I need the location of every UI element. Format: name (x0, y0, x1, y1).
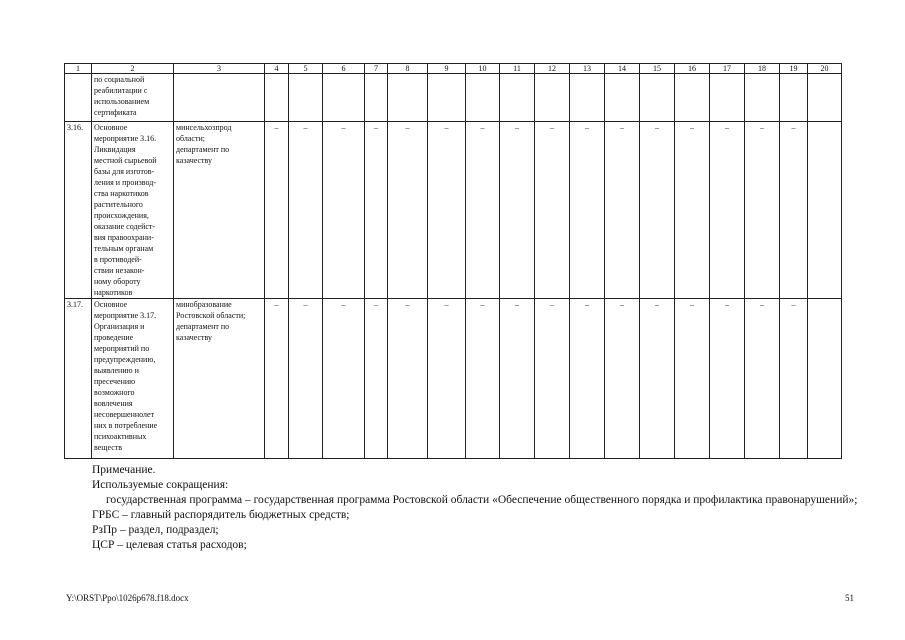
column-header: 9 (428, 64, 466, 74)
activity-name-cell (92, 299, 174, 459)
value-cell-text: – (655, 300, 659, 309)
column-header: 1 (65, 64, 92, 74)
column-header: 3 (174, 64, 265, 74)
column-header: 13 (570, 64, 605, 74)
value-cell (466, 299, 500, 459)
row-number-cell (65, 74, 92, 122)
value-cell-text: – (374, 123, 378, 132)
value-cell-text: – (585, 300, 589, 309)
column-header: 11 (500, 64, 535, 74)
value-cell (780, 74, 808, 122)
header-row (65, 64, 842, 74)
note-line: ЦСР – целевая статья расходов; (92, 539, 247, 551)
column-header: 7 (365, 64, 388, 74)
value-cell (570, 74, 605, 122)
value-cell (808, 74, 842, 122)
row-number-cell (65, 122, 92, 299)
page-number: 51 (845, 593, 854, 603)
value-cell-text: – (303, 123, 308, 132)
value-cell-text: – (791, 300, 796, 309)
value-cell (428, 74, 466, 122)
value-cell-text: – (444, 300, 449, 309)
value-cell (466, 74, 500, 122)
column-header: 5 (289, 64, 323, 74)
value-cell-text: – (405, 300, 410, 309)
executor-cell (174, 299, 265, 459)
value-cell (640, 74, 675, 122)
value-cell-text: – (515, 300, 519, 309)
value-cell (500, 122, 535, 299)
note-line: ГРБС – главный распорядитель бюджетных средств; (92, 509, 350, 521)
notes-section (92, 463, 858, 553)
footer-file-path: Y:\ORST\Ppo\1026p678.f18.docx (66, 593, 189, 603)
value-cell-text: – (550, 123, 554, 132)
value-cell (535, 74, 570, 122)
column-header: 12 (535, 64, 570, 74)
value-cell (745, 122, 780, 299)
value-cell (570, 299, 605, 459)
executor-cell (174, 122, 265, 299)
executor-cell (174, 74, 265, 122)
value-cell-text: – (725, 123, 729, 132)
column-header: 20 (808, 64, 842, 74)
value-cell (388, 299, 428, 459)
value-cell-text: – (760, 123, 764, 132)
value-cell (365, 299, 388, 459)
value-cell (675, 122, 710, 299)
value-cell (265, 299, 289, 459)
value-cell-text: – (585, 123, 589, 132)
value-cell (535, 299, 570, 459)
column-header: 19 (780, 64, 808, 74)
value-cell-text: – (725, 300, 729, 309)
value-cell-text: – (480, 300, 485, 309)
value-cell-text: – (274, 300, 279, 309)
value-cell-text: – (303, 300, 308, 309)
activity-name-cell-text: Основное мероприятие 3.16. Ликвидация местной сырьевой базы для изготов- ления и производ- ства наркотиков растительного происхождения, оказание содейст- вия правоохрани- тельным органам в противодей- ствии незакон- ному обороту наркотиков (94, 123, 157, 297)
column-header: 17 (710, 64, 745, 74)
row-number-cell-text: 3.17. (67, 300, 83, 309)
value-cell (710, 74, 745, 122)
value-cell-text: – (690, 123, 694, 132)
activity-name-cell-text: по социальной реабилитации с использованием сертификата (94, 75, 150, 117)
value-cell (289, 299, 323, 459)
value-cell (500, 299, 535, 459)
value-cell (605, 299, 640, 459)
value-cell (710, 299, 745, 459)
value-cell (428, 122, 466, 299)
row-number-cell-text: 3.16. (67, 123, 83, 132)
value-cell (710, 122, 745, 299)
value-cell-text: – (655, 123, 659, 132)
column-header: 8 (388, 64, 428, 74)
note-line: государственная программа – государственная программа Ростовской области «Обеспечение общественного порядка и профилактика правонарушений»; (106, 494, 858, 506)
value-cell (265, 122, 289, 299)
value-cell-text: – (690, 300, 694, 309)
value-cell (640, 299, 675, 459)
activity-name-cell (92, 122, 174, 299)
value-cell (428, 299, 466, 459)
value-cell-text: – (374, 300, 378, 309)
column-header: 16 (675, 64, 710, 74)
value-cell-text: – (444, 123, 449, 132)
value-cell (388, 74, 428, 122)
value-cell-text: – (341, 300, 346, 309)
value-cell (570, 122, 605, 299)
value-cell-text: – (620, 300, 624, 309)
column-header: 10 (466, 64, 500, 74)
value-cell-text: – (760, 300, 764, 309)
table-row (65, 74, 842, 122)
value-cell-text: – (515, 123, 519, 132)
notes-subtitle: Используемые сокращения: (92, 479, 229, 491)
value-cell-text: – (791, 123, 796, 132)
value-cell (535, 122, 570, 299)
value-cell (265, 74, 289, 122)
value-cell-text: – (341, 123, 346, 132)
value-cell (466, 122, 500, 299)
value-cell (365, 122, 388, 299)
value-cell (323, 299, 365, 459)
value-cell (675, 74, 710, 122)
notes-title: Примечание. (92, 464, 156, 476)
table-row (65, 299, 842, 459)
value-cell (675, 299, 710, 459)
activity-name-cell-text: Основное мероприятие 3.17. Организация и проведение мероприятий по предупреждению, выявлению и пресечению возможного вовлечения несовершеннолет них в потребление психоактивных веществ (94, 300, 158, 452)
value-cell (780, 299, 808, 459)
executor-cell-text: минсельхозпрод области; департамент по казачеству (176, 123, 232, 165)
column-header: 2 (92, 64, 174, 74)
column-header: 14 (605, 64, 640, 74)
value-cell (388, 122, 428, 299)
value-cell (745, 299, 780, 459)
program-table (64, 63, 842, 459)
value-cell (808, 299, 842, 459)
value-cell (808, 122, 842, 299)
executor-cell-text: минобразование Ростовской области; департамент по казачеству (176, 300, 246, 342)
value-cell (323, 74, 365, 122)
activity-name-cell (92, 74, 174, 122)
value-cell (605, 122, 640, 299)
table-row (65, 122, 842, 299)
value-cell (500, 74, 535, 122)
value-cell (640, 122, 675, 299)
column-header: 4 (265, 64, 289, 74)
row-number-cell (65, 299, 92, 459)
value-cell (365, 74, 388, 122)
value-cell-text: – (405, 123, 410, 132)
value-cell (289, 122, 323, 299)
value-cell (323, 122, 365, 299)
value-cell-text: – (274, 123, 279, 132)
note-line: РзПр – раздел, подраздел; (92, 524, 219, 536)
value-cell (780, 122, 808, 299)
value-cell (289, 74, 323, 122)
column-header: 18 (745, 64, 780, 74)
value-cell-text: – (550, 300, 554, 309)
column-header: 6 (323, 64, 365, 74)
column-header: 15 (640, 64, 675, 74)
value-cell (605, 74, 640, 122)
value-cell (745, 74, 780, 122)
value-cell-text: – (480, 123, 485, 132)
value-cell-text: – (620, 123, 624, 132)
